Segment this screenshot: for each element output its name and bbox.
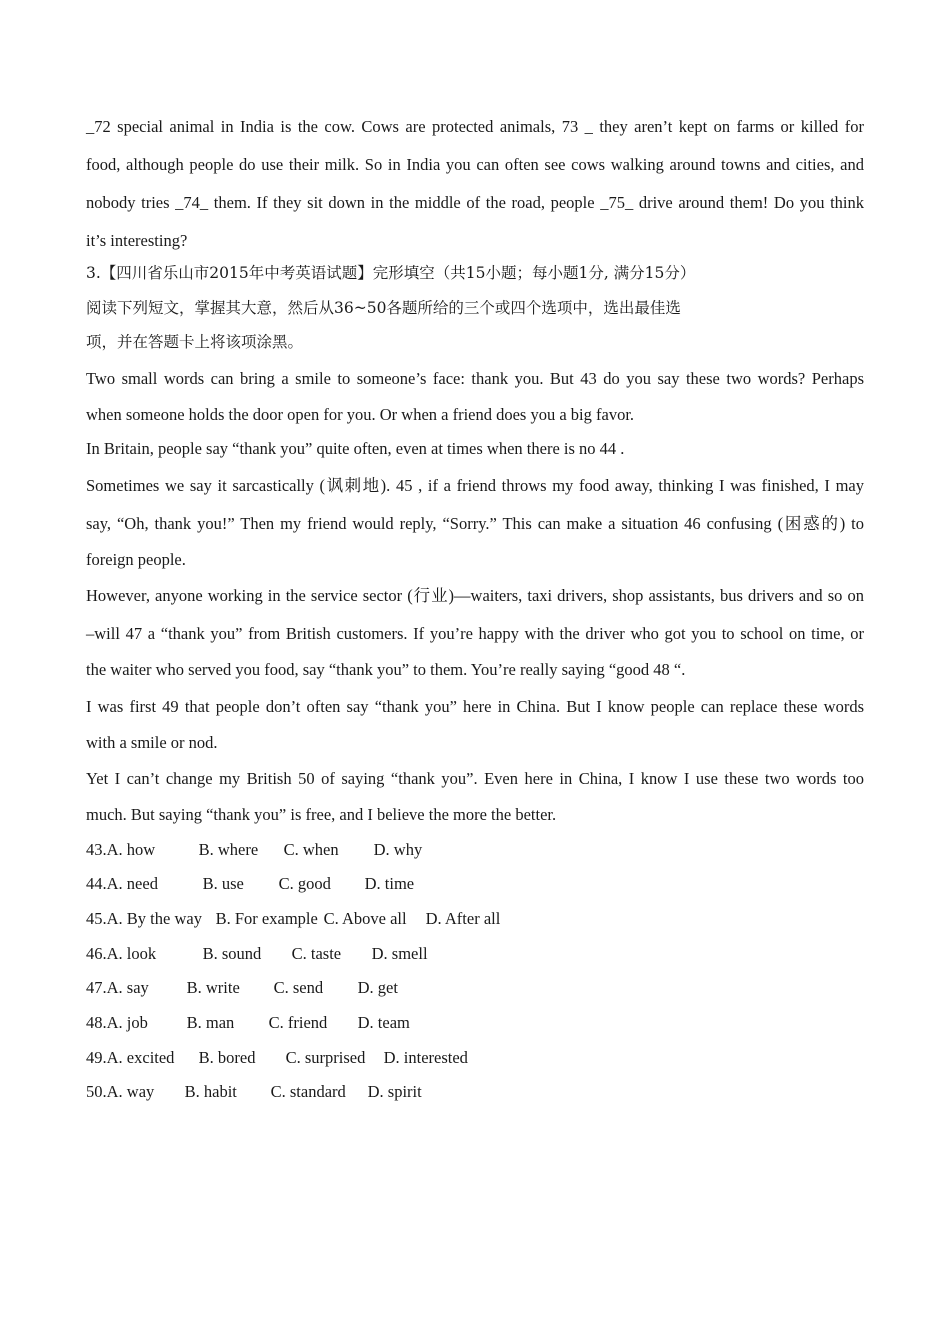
option-c: C. good — [278, 874, 331, 894]
question-item — [86, 902, 864, 937]
option-c: C. send — [273, 978, 324, 998]
text-line: However, anyone working in the service sector (行业)—waiters, taxi drivers, shop assistants, bus drivers and so on — [86, 586, 864, 605]
option-d: D. get — [357, 978, 398, 998]
text-line: Two small words can bring a smile to someone’s face: thank you. But 43 do you say these two words? Perhaps — [86, 368, 864, 388]
text-line: much. But saying “thank you” is free, and I believe the more the better. — [86, 805, 557, 824]
option-a: A. need — [106, 874, 158, 894]
option-a: A. excited — [106, 1047, 175, 1067]
option-c: C. standard — [270, 1082, 346, 1102]
question-number: 50. — [86, 1082, 107, 1102]
option-b: B. For example — [215, 908, 318, 928]
option-d: D. team — [357, 1012, 410, 1032]
text-line: foreign people. — [86, 549, 186, 569]
question-item — [86, 1041, 864, 1076]
section-heading: 3.【四川省乐山市2015年中考英语试题】完形填空（共15小题；每小题1分, 满分15分） — [86, 264, 696, 282]
text-line: with a smile or nod. — [86, 732, 218, 752]
question-item — [86, 937, 864, 972]
previous-passage — [86, 108, 864, 260]
question-item — [86, 1075, 864, 1110]
option-d: D. why — [373, 839, 423, 859]
option-a: A. By the way — [106, 908, 202, 928]
text-line: –will 47 a “thank you” from British customers. If you’re happy with the driver who got you to school on time, or — [86, 624, 864, 643]
question-number: 43. — [86, 839, 107, 859]
option-c: C. Above all — [323, 908, 407, 928]
question-number: 47. — [86, 978, 107, 998]
option-a: A. how — [106, 839, 156, 859]
question-item — [86, 833, 864, 868]
text-line: Sometimes we say it sarcastically (讽刺地). 45 , if a friend throws my food away, thinking I was finished, I may — [86, 475, 864, 495]
option-a: A. way — [106, 1082, 155, 1102]
text-line: say, “Oh, thank you!” Then my friend would reply, “Sorry.” This can make a situation 46 confusing (困惑的) to — [86, 513, 864, 533]
text-line: In Britain, people say “thank you” quite often, even at times when there is no 44 . — [86, 439, 625, 458]
option-d: D. smell — [371, 943, 428, 963]
section-instruction: 项，并在答题卡上将该项涂黑。 — [86, 333, 304, 351]
option-b: B. where — [198, 839, 259, 859]
option-b: B. habit — [184, 1082, 237, 1102]
option-a: A. look — [106, 943, 157, 963]
text-line: when someone holds the door open for you. Or when a friend does you a big favor. — [86, 404, 635, 424]
question-item — [86, 1006, 864, 1041]
text-line: the waiter who served you food, say “thank you” to them. You’re really saying “good 48 “. — [86, 660, 686, 679]
text-line: food, although people do use their milk. So in India you can often see cows walking around towns and cities, and — [86, 155, 864, 174]
option-c: C. when — [283, 839, 339, 859]
option-c: C. friend — [268, 1012, 328, 1032]
option-d: D. time — [364, 874, 415, 894]
question-list — [86, 833, 864, 1111]
question-item — [86, 971, 864, 1006]
option-b: B. write — [186, 978, 240, 998]
question-number: 49. — [86, 1047, 107, 1067]
option-b: B. sound — [202, 943, 262, 963]
section-header — [86, 256, 864, 360]
cloze-passage — [86, 360, 864, 833]
text-line: _72 special animal in India is the cow. Cows are protected animals, 73 _ they aren’t kept on farms or killed for — [86, 117, 864, 136]
option-b: B. man — [186, 1012, 235, 1032]
text-line: I was first 49 that people don’t often say “thank you” here in China. But I know people can replace these words — [86, 696, 864, 716]
text-line: it’s interesting? — [86, 231, 188, 250]
text-line: nobody tries _74_ them. If they sit down in the middle of the road, people _75_ drive around them! Do you think — [86, 193, 864, 212]
question-item — [86, 867, 864, 902]
option-b: B. use — [202, 874, 244, 894]
option-a: A. say — [106, 978, 149, 998]
question-number: 48. — [86, 1012, 107, 1032]
question-number: 46. — [86, 943, 107, 963]
option-a: A. job — [106, 1012, 148, 1032]
option-c: C. taste — [291, 943, 342, 963]
option-d: D. spirit — [367, 1082, 422, 1102]
question-number: 44. — [86, 874, 107, 894]
document-page — [86, 108, 864, 1110]
option-d: D. interested — [383, 1047, 468, 1067]
option-b: B. bored — [198, 1047, 256, 1067]
option-c: C. surprised — [285, 1047, 366, 1067]
section-instruction: 阅读下列短文，掌握其大意，然后从36~50各题所给的三个或四个选项中，选出最佳选 — [86, 298, 681, 317]
question-number: 45. — [86, 908, 107, 928]
text-line: Yet I can’t change my British 50 of saying “thank you”. Even here in China, I know I use these two words too — [86, 769, 864, 788]
option-d: D. After all — [425, 908, 501, 928]
